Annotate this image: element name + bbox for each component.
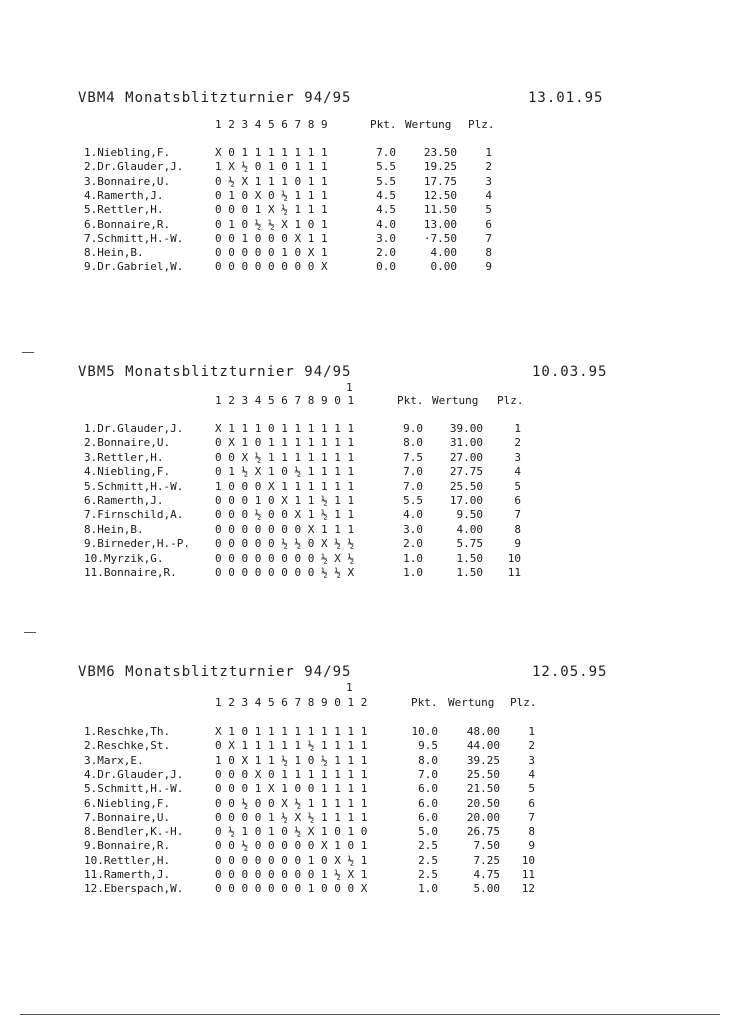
placement-value: 10 [521, 853, 535, 867]
placement-value: 2 [485, 160, 492, 174]
wertung-value: 20.50 [466, 796, 500, 810]
game-results: X 1 0 1 1 1 1 1 1 1 1 1 [215, 725, 368, 738]
placement-value: 5 [528, 782, 535, 796]
points-value: 7.0 [418, 767, 438, 781]
points-value: 6.0 [418, 796, 438, 810]
points-value: 7.5 [403, 450, 423, 464]
wertung-value: 26.75 [466, 825, 500, 839]
header-plz: Plz. [510, 696, 537, 709]
player-name: 2.Bonnaire,U. [84, 436, 171, 450]
game-results: 0 0 0 X 0 1 1 1 1 1 1 1 [215, 767, 368, 781]
wertung-value: 27.00 [449, 450, 483, 464]
wertung-value: 7.50 [473, 839, 500, 853]
points-value: 4.0 [403, 508, 423, 522]
wertung-value: 44.00 [466, 739, 500, 753]
wertung-value: 19.25 [423, 160, 457, 174]
table-row [0, 782, 744, 796]
placement-value: 6 [514, 494, 521, 507]
round-numbers-header: 1 2 3 4 5 6 7 8 9 0 1 2 [215, 696, 368, 709]
placement-value: 4 [528, 767, 535, 781]
game-results: 0 0 0 1 X ½ 1 1 1 [215, 203, 328, 217]
points-value: 6.0 [418, 810, 438, 824]
points-value: 7.0 [376, 146, 396, 159]
placement-value: 8 [514, 522, 521, 536]
wertung-value: 4.75 [473, 868, 500, 881]
points-value: 1.0 [418, 882, 438, 896]
player-name: 6.Niebling,F. [84, 796, 171, 810]
placement-value: 4 [485, 188, 492, 202]
header-wertung: Wertung [448, 696, 495, 709]
game-results: 0 0 0 ½ 0 0 X 1 ½ 1 1 [215, 508, 355, 522]
points-value: 0.0 [376, 260, 396, 274]
wertung-value: 31.00 [449, 436, 483, 450]
table-row [0, 854, 744, 868]
placement-value: 5 [485, 203, 492, 217]
points-value: 2.0 [403, 537, 423, 551]
placement-value: 2 [528, 739, 535, 753]
placement-value: 11 [521, 868, 535, 881]
placement-value: 6 [485, 217, 492, 231]
player-name: 9.Dr.Gabriel,W. [84, 260, 184, 274]
table-title: VBM5 Monatsblitzturnier 94/95 [78, 364, 352, 380]
wertung-value: 0.00 [430, 260, 457, 274]
placement-value: 9 [528, 839, 535, 853]
points-value: 4.5 [376, 203, 396, 217]
player-name: 11.Ramerth,J. [84, 868, 171, 881]
table-row [0, 811, 744, 825]
round-tens-header: 1 [346, 681, 353, 694]
wertung-value: 1.50 [456, 566, 483, 579]
table-row [0, 839, 744, 853]
player-name: 12.Eberspach,W. [84, 882, 184, 896]
header-pkt: Pkt. [411, 696, 438, 709]
player-name: 8.Bendler,K.-H. [84, 825, 184, 839]
placement-value: 1 [528, 725, 535, 738]
game-results: 0 0 0 0 0 0 0 0 ½ ½ X [215, 566, 355, 579]
placement-value: 7 [485, 231, 492, 245]
player-name: 6.Bonnaire,R. [84, 217, 171, 231]
points-value: 9.0 [403, 422, 423, 435]
header-wertung: Wertung [432, 394, 479, 407]
game-results: 0 0 0 1 0 X 1 1 ½ 1 1 [215, 494, 355, 507]
wertung-value: 13.00 [423, 217, 457, 231]
wertung-value: 25.50 [449, 479, 483, 493]
points-value: 2.5 [418, 839, 438, 853]
player-name: 10.Myrzik,G. [84, 551, 164, 565]
game-results: 0 ½ 1 0 1 0 ½ X 1 0 1 0 [215, 825, 368, 839]
placement-value: 3 [514, 450, 521, 464]
points-value: 7.0 [403, 465, 423, 479]
player-name: 3.Bonnaire,U. [84, 174, 171, 188]
wertung-value: 5.00 [473, 882, 500, 896]
wertung-value: 27.75 [449, 465, 483, 479]
table-row [0, 768, 744, 782]
game-results: 0 0 0 0 0 1 0 X 1 [215, 246, 328, 260]
points-value: 1.0 [403, 551, 423, 565]
wertung-value: 12.50 [423, 188, 457, 202]
player-name: 8.Hein,B. [84, 246, 144, 260]
placement-value: 9 [514, 537, 521, 551]
points-value: 10.0 [411, 725, 438, 738]
game-results: 0 ½ X 1 1 1 0 1 1 [215, 174, 328, 188]
points-value: 2.5 [418, 868, 438, 881]
points-value: 5.5 [403, 494, 423, 507]
placement-value: 12 [521, 882, 535, 896]
placement-value: 5 [514, 479, 521, 493]
player-name: 7.Firnschild,A. [84, 508, 184, 522]
placement-value: 6 [528, 796, 535, 810]
header-plz: Plz. [497, 394, 524, 407]
game-results: 0 1 0 X 0 ½ 1 1 1 [215, 188, 328, 202]
wertung-value: 9.50 [456, 508, 483, 522]
table-row [0, 825, 744, 839]
points-value: 5.5 [376, 160, 396, 174]
game-results: 0 X 1 0 1 1 1 1 1 1 1 [215, 436, 355, 450]
table-row [0, 868, 744, 882]
player-name: 3.Rettler,H. [84, 450, 164, 464]
game-results: 0 X 1 1 1 1 1 ½ 1 1 1 1 [215, 739, 368, 753]
game-results: 0 0 ½ 0 0 0 0 0 X 1 0 1 [215, 839, 368, 853]
table-row [0, 797, 744, 811]
points-value: 6.0 [418, 782, 438, 796]
wertung-value: 39.00 [449, 422, 483, 435]
player-name: 5.Schmitt,H.-W. [84, 479, 184, 493]
player-name: 8.Hein,B. [84, 522, 144, 536]
header-pkt: Pkt. [397, 394, 424, 407]
points-value: 7.0 [403, 479, 423, 493]
table-row [0, 882, 744, 896]
player-name: 9.Birneder,H.-P. [84, 537, 190, 551]
points-value: 2.5 [418, 853, 438, 867]
wertung-value: 11.50 [423, 203, 457, 217]
table-title: VBM6 Monatsblitzturnier 94/95 [78, 664, 352, 680]
player-name: 7.Bonnaire,U. [84, 810, 171, 824]
placement-value: 8 [528, 825, 535, 839]
table-row [0, 739, 744, 753]
points-value: 3.0 [403, 522, 423, 536]
wertung-value: 48.00 [466, 725, 500, 738]
placement-value: 10 [507, 551, 521, 565]
placement-value: 8 [485, 246, 492, 260]
wertung-value: 17.00 [449, 494, 483, 507]
game-results: 0 1 ½ X 1 0 ½ 1 1 1 1 [215, 465, 355, 479]
player-name: 7.Schmitt,H.-W. [84, 231, 184, 245]
placement-value: 11 [507, 566, 521, 579]
points-value: 2.0 [376, 246, 396, 260]
game-results: 0 1 0 ½ ½ X 1 0 1 [215, 217, 328, 231]
table-date: 13.01.95 [528, 90, 604, 106]
placement-value: 7 [514, 508, 521, 522]
game-results: 1 X ½ 0 1 0 1 1 1 [215, 160, 328, 174]
header-plz: Plz. [468, 118, 495, 131]
wertung-value: 7.25 [473, 853, 500, 867]
wertung-value: 23.50 [423, 146, 457, 159]
placement-value: 3 [485, 174, 492, 188]
game-results: 0 0 0 0 0 0 0 0 1 ½ X 1 [215, 868, 368, 881]
round-numbers-header: 1 2 3 4 5 6 7 8 9 [215, 118, 328, 131]
wertung-value: 21.50 [466, 782, 500, 796]
game-results: 1 0 X 1 1 ½ 1 0 ½ 1 1 1 [215, 753, 368, 767]
game-results: 0 0 0 0 0 ½ ½ 0 X ½ ½ [215, 537, 355, 551]
points-value: 5.0 [418, 825, 438, 839]
game-results: 0 0 0 0 0 0 0 1 0 0 0 X [215, 882, 368, 896]
placement-value: 4 [514, 465, 521, 479]
player-name: 1.Niebling,F. [84, 146, 171, 159]
points-value: 9.5 [418, 739, 438, 753]
game-results: 0 0 0 0 0 0 0 0 X [215, 260, 328, 274]
wertung-value: 4.00 [430, 246, 457, 260]
game-results: X 1 1 1 0 1 1 1 1 1 1 [215, 422, 355, 435]
placement-value: 7 [528, 810, 535, 824]
points-value: 8.0 [418, 753, 438, 767]
player-name: 5.Schmitt,H.-W. [84, 782, 184, 796]
player-name: 2.Reschke,St. [84, 739, 171, 753]
points-value: 3.0 [376, 231, 396, 245]
game-results: 1 0 0 0 X 1 1 1 1 1 1 [215, 479, 355, 493]
player-name: 4.Ramerth,J. [84, 188, 164, 202]
points-value: 5.5 [376, 174, 396, 188]
wertung-value: 20.00 [466, 810, 500, 824]
game-results: 0 0 0 0 1 ½ X ½ 1 1 1 1 [215, 810, 368, 824]
player-name: 4.Dr.Glauder,J. [84, 767, 184, 781]
round-numbers-header: 1 2 3 4 5 6 7 8 9 0 1 [215, 394, 355, 407]
game-results: 0 0 0 0 0 0 0 1 0 X ½ 1 [215, 853, 368, 867]
player-name: 3.Marx,E. [84, 753, 144, 767]
game-results: 0 0 1 0 0 0 X 1 1 [215, 231, 328, 245]
scan-mark [24, 632, 36, 633]
player-name: 2.Dr.Glauder,J. [84, 160, 184, 174]
wertung-value: 1.50 [456, 551, 483, 565]
game-results: 0 0 0 1 X 1 0 0 1 1 1 1 [215, 782, 368, 796]
player-name: 5.Rettler,H. [84, 203, 164, 217]
table-title: VBM4 Monatsblitzturnier 94/95 [78, 90, 352, 106]
player-name: 10.Rettler,H. [84, 853, 171, 867]
wertung-value: 5.75 [456, 537, 483, 551]
points-value: 8.0 [403, 436, 423, 450]
game-results: 0 0 ½ 0 0 X ½ 1 1 1 1 1 [215, 796, 368, 810]
points-value: 4.0 [376, 217, 396, 231]
placement-value: 2 [514, 436, 521, 450]
wertung-value: 25.50 [466, 767, 500, 781]
wertung-value: 4.00 [456, 522, 483, 536]
header-pkt: Pkt. [370, 118, 397, 131]
player-name: 1.Reschke,Th. [84, 725, 171, 738]
placement-value: 3 [528, 753, 535, 767]
scan-mark [22, 352, 34, 353]
wertung-value: ·7.50 [423, 231, 457, 245]
wertung-value: 39.25 [466, 753, 500, 767]
player-name: 4.Niebling,F. [84, 465, 171, 479]
points-value: 1.0 [403, 566, 423, 579]
placement-value: 1 [514, 422, 521, 435]
player-name: 1.Dr.Glauder,J. [84, 422, 184, 435]
round-tens-header: 1 [346, 381, 353, 394]
game-results: 0 0 0 0 0 0 0 X 1 1 1 [215, 522, 355, 536]
player-name: 9.Bonnaire,R. [84, 839, 171, 853]
points-value: 4.5 [376, 188, 396, 202]
game-results: 0 0 0 0 0 0 0 0 ½ X ½ [215, 551, 355, 565]
wertung-value: 17.75 [423, 174, 457, 188]
scan-mark [20, 1014, 720, 1015]
placement-value: 9 [485, 260, 492, 274]
table-date: 12.05.95 [532, 664, 608, 680]
player-name: 6.Ramerth,J. [84, 494, 164, 507]
player-name: 11.Bonnaire,R. [84, 566, 177, 579]
table-row [0, 754, 744, 768]
game-results: 0 0 X ½ 1 1 1 1 1 1 1 [215, 450, 355, 464]
table-row [0, 725, 744, 739]
game-results: X 0 1 1 1 1 1 1 1 [215, 146, 328, 159]
placement-value: 1 [485, 146, 492, 159]
table-date: 10.03.95 [532, 364, 608, 380]
header-wertung: Wertung [405, 118, 452, 131]
